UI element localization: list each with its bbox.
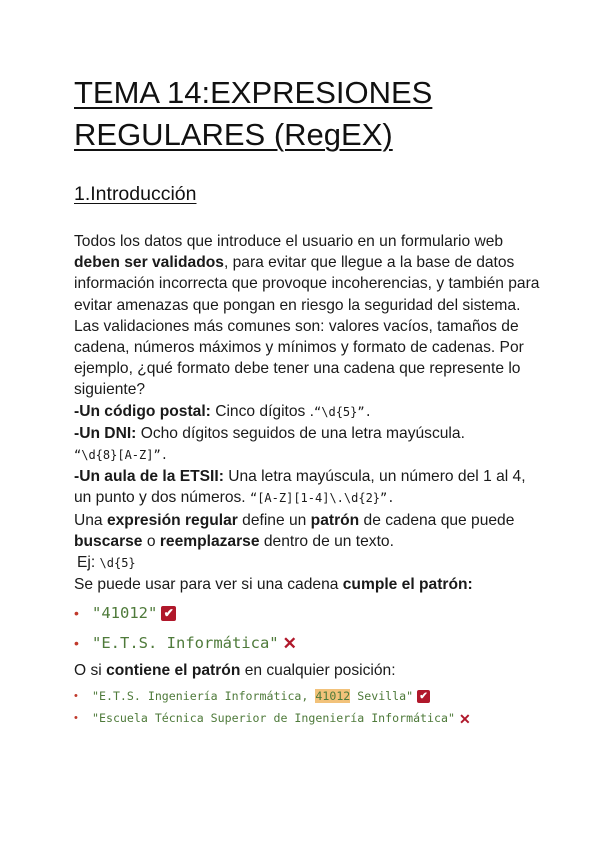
dni-line (74, 423, 544, 466)
contains-list (74, 686, 544, 730)
def-bold-4: reemplazarse (159, 532, 260, 550)
title-line-2: REGULARES (RegEX) (74, 117, 393, 152)
postal-line (74, 401, 544, 423)
contiene-line (74, 660, 544, 681)
list-item (74, 628, 544, 658)
section-heading: 1.Introducción (74, 183, 197, 205)
list-item (74, 598, 544, 628)
code-pre: "E.T.S. Ingeniería Informática, (92, 689, 316, 704)
example-label: Ej: (77, 554, 100, 572)
dni-text: Ocho dígitos seguidos de una letra mayúscula. (136, 424, 465, 442)
list-item-code: "41012" (92, 603, 158, 622)
list-item (74, 686, 544, 708)
postal-text: Cinco dígitos . (210, 402, 315, 420)
postal-label: -Un código postal: (74, 402, 211, 420)
def-text-1: Una (74, 511, 107, 529)
aula-line (74, 466, 544, 509)
aula-code: “[A-Z][1-4]\.\d{2}”. (249, 491, 395, 506)
intro-text-2: , para evitar que llegue a la base de datos información incorrecta que provoque incoherencias, y también para evitar amenazas que pongan en riesgo la seguridad del sistema. (74, 254, 540, 314)
list-item-code (92, 686, 413, 707)
highlighted-match: 41012 (315, 689, 351, 704)
cross-icon: ✕ (282, 633, 297, 653)
intro-text-1: Todos los datos que introduce el usuario en un formulario web (74, 233, 504, 250)
check-icon: ✔ (161, 606, 176, 621)
bullet-icon: • (74, 634, 79, 651)
cumple-bold: cumple el patrón: (342, 576, 473, 594)
list-item-code: "Escuela Técnica Superior de Ingeniería Informática" (92, 711, 455, 726)
regex-definition (74, 510, 544, 552)
example-line (74, 552, 544, 574)
example-code: \d{5} (99, 556, 136, 571)
def-bold-2: patrón (310, 511, 360, 529)
postal-code: “\d{5}”. (314, 404, 372, 419)
cumple-line (74, 574, 544, 595)
dni-code: “\d{8}[A-Z]”. (74, 448, 168, 463)
aula-label: -Un aula de la ETSII: (74, 468, 224, 486)
list-item (74, 708, 544, 730)
intro-paragraph (74, 231, 544, 316)
check-icon: ✔ (417, 690, 430, 703)
bullet-icon: • (74, 690, 78, 703)
dni-label: -Un DNI: (74, 424, 137, 442)
aula-text: Una letra mayúscula, un número del 1 al 4, un punto y dos números. (74, 468, 526, 507)
def-text-5: dentro de un texto. (259, 532, 394, 550)
contiene-bold: contiene el patrón (106, 662, 241, 680)
def-text-2: define un (237, 511, 311, 529)
match-list (74, 598, 544, 658)
def-text-4: o (142, 532, 160, 550)
cross-icon: ✕ (458, 710, 471, 727)
page-title (74, 72, 574, 156)
title-line-1: TEMA 14:EXPRESIONES (74, 75, 433, 110)
document-body (74, 231, 544, 730)
def-bold-1: expresión regular (106, 511, 238, 529)
def-text-3: de cadena que puede (359, 511, 515, 529)
code-post: Sevilla" (350, 689, 414, 704)
intro-bold: deben ser validados (74, 254, 224, 272)
contiene-text-2: en cualquier posición: (240, 662, 396, 680)
def-bold-3: buscarse (74, 532, 143, 550)
cumple-text: Se puede usar para ver si una cadena (74, 576, 343, 594)
contiene-text-1: O si (74, 662, 107, 680)
validations-paragraph: Las validaciones más comunes son: valores vacíos, tamaños de cadena, números máximos y mínimos y formato de cadenas. Por ejemplo, ¿qué formato debe tener una cadena que represente lo siguiente? (74, 317, 524, 399)
bullet-icon: • (74, 604, 79, 621)
bullet-icon: • (74, 712, 78, 725)
list-item-code: "E.T.S. Informática" (92, 633, 279, 652)
